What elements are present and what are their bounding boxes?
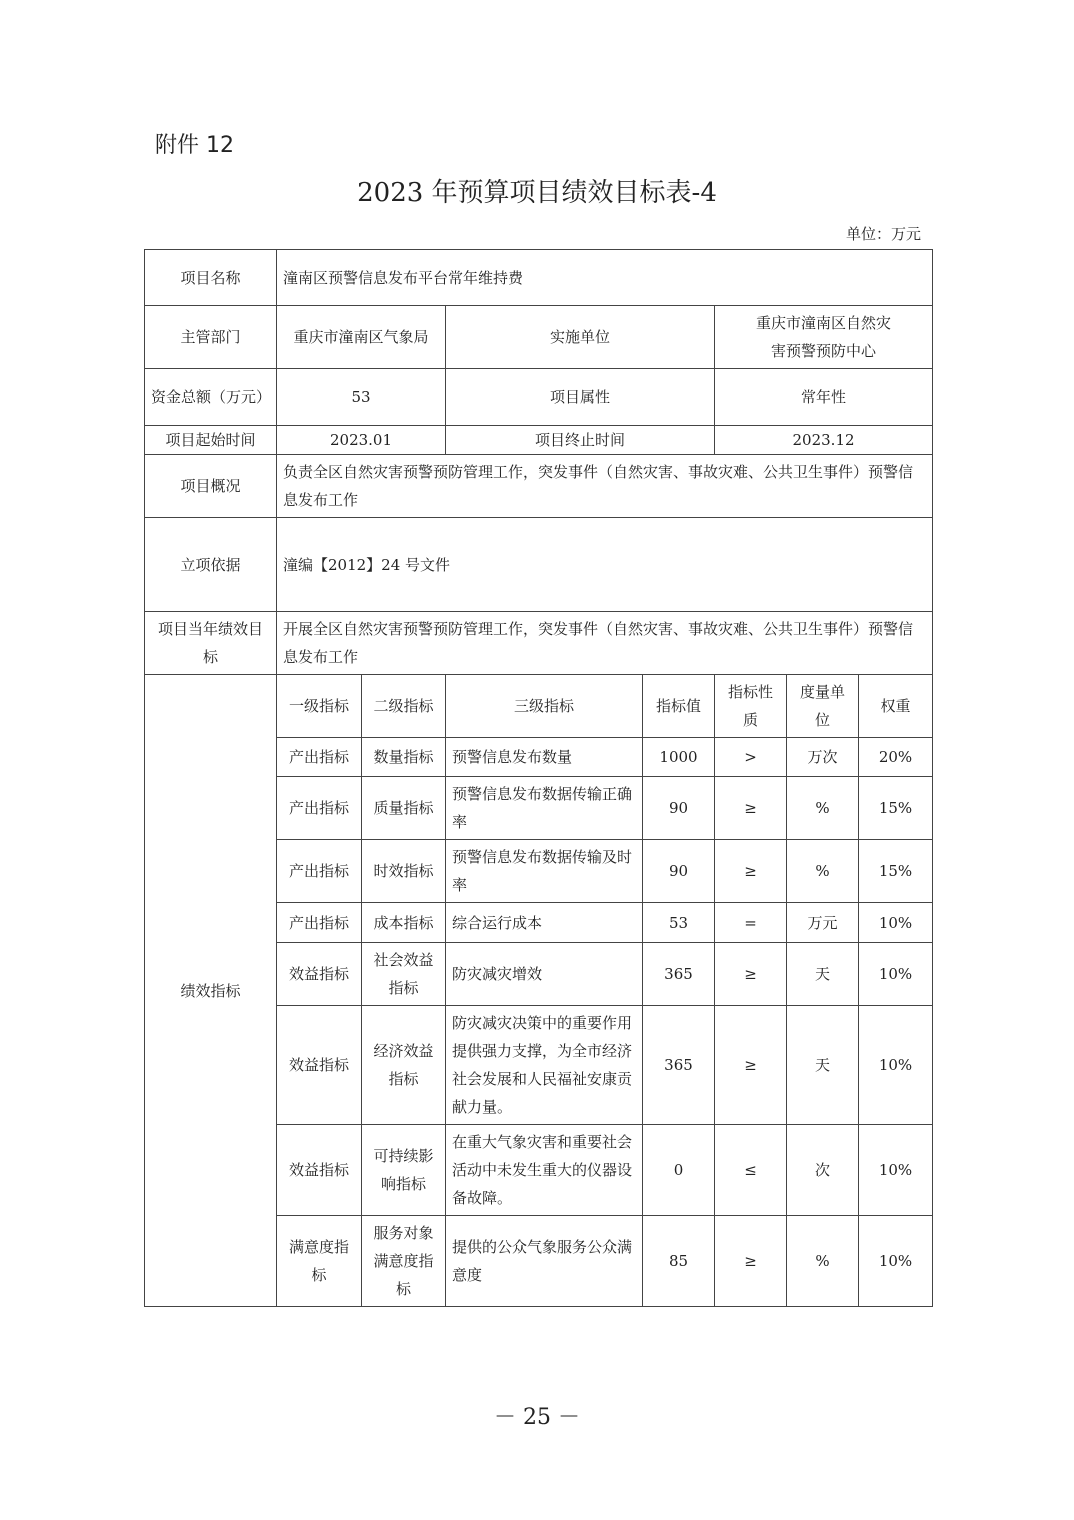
impl-label: 实施单位	[446, 306, 715, 369]
cell-l3: 综合运行成本	[446, 903, 643, 943]
funds-value: 53	[277, 369, 446, 426]
cell-weight: 10%	[859, 943, 933, 1006]
impl-value: 重庆市潼南区自然灾害预警预防中心	[715, 306, 933, 369]
funds-label: 资金总额（万元）	[145, 369, 277, 426]
cell-unit: %	[787, 777, 859, 840]
cell-l3: 预警信息发布数量	[446, 738, 643, 777]
cell-value: 365	[643, 1006, 715, 1125]
cell-value: 90	[643, 840, 715, 903]
cell-l3: 在重大气象灾害和重要社会活动中未发生重大的仪器设备故障。	[446, 1125, 643, 1216]
header-l1: 一级指标	[277, 675, 362, 738]
overview-label: 项目概况	[145, 455, 277, 518]
row-basis	[145, 518, 933, 612]
cell-l2: 质量指标	[362, 777, 446, 840]
end-label: 项目终止时间	[446, 426, 715, 455]
header-weight: 权重	[859, 675, 933, 738]
row-project-name	[145, 250, 933, 306]
cell-weight: 15%	[859, 777, 933, 840]
header-value: 指标值	[643, 675, 715, 738]
cell-weight: 10%	[859, 1216, 933, 1307]
header-l3: 三级指标	[446, 675, 643, 738]
cell-value: 53	[643, 903, 715, 943]
cell-nature: ≥	[715, 777, 787, 840]
cell-value: 365	[643, 943, 715, 1006]
row-overview	[145, 455, 933, 518]
dept-value: 重庆市潼南区气象局	[277, 306, 446, 369]
row-dates	[145, 426, 933, 455]
cell-unit: 万次	[787, 738, 859, 777]
header-unit: 度量单位	[787, 675, 859, 738]
cell-l1: 产出指标	[277, 777, 362, 840]
cell-unit: %	[787, 840, 859, 903]
cell-nature: ≥	[715, 840, 787, 903]
page-title: 2023 年预算项目绩效目标表-4	[357, 178, 717, 208]
goal-label: 项目当年绩效目标	[145, 612, 277, 675]
goal-value: 开展全区自然灾害预警预防管理工作，突发事件（自然灾害、事故灾难、公共卫生事件）预警信息发布工作	[277, 612, 933, 675]
cell-nature: ≥	[715, 1216, 787, 1307]
cell-weight: 20%	[859, 738, 933, 777]
cell-l1: 效益指标	[277, 1006, 362, 1125]
cell-unit: 天	[787, 1006, 859, 1125]
cell-weight: 10%	[859, 903, 933, 943]
cell-value: 90	[643, 777, 715, 840]
attr-label: 项目属性	[446, 369, 715, 426]
perf-header-row	[145, 675, 933, 738]
cell-unit: %	[787, 1216, 859, 1307]
cell-nature: =	[715, 903, 787, 943]
dept-label: 主管部门	[145, 306, 277, 369]
cell-l2: 数量指标	[362, 738, 446, 777]
cell-unit: 天	[787, 943, 859, 1006]
cell-value: 85	[643, 1216, 715, 1307]
cell-l2: 可持续影响指标	[362, 1125, 446, 1216]
project-name-label: 项目名称	[145, 250, 277, 306]
cell-l2: 服务对象满意度指标	[362, 1216, 446, 1307]
cell-value: 0	[643, 1125, 715, 1216]
cell-l1: 效益指标	[277, 943, 362, 1006]
attr-value: 常年性	[715, 369, 933, 426]
header-l2: 二级指标	[362, 675, 446, 738]
start-label: 项目起始时间	[145, 426, 277, 455]
row-goal	[145, 612, 933, 675]
basis-label: 立项依据	[145, 518, 277, 612]
cell-l2: 社会效益指标	[362, 943, 446, 1006]
cell-l2: 时效指标	[362, 840, 446, 903]
cell-l3: 提供的公众气象服务公众满意度	[446, 1216, 643, 1307]
end-value: 2023.12	[715, 426, 933, 455]
cell-unit: 次	[787, 1125, 859, 1216]
start-value: 2023.01	[277, 426, 446, 455]
performance-table	[144, 249, 933, 1307]
cell-l2: 经济效益指标	[362, 1006, 446, 1125]
row-dept	[145, 306, 933, 369]
overview-value: 负责全区自然灾害预警预防管理工作，突发事件（自然灾害、事故灾难、公共卫生事件）预警信息发布工作	[277, 455, 933, 518]
cell-nature: ≤	[715, 1125, 787, 1216]
cell-nature: ≥	[715, 943, 787, 1006]
cell-weight: 15%	[859, 840, 933, 903]
cell-l1: 产出指标	[277, 738, 362, 777]
unit-note: 单位：万元	[845, 225, 921, 243]
cell-l1: 效益指标	[277, 1125, 362, 1216]
cell-l2: 成本指标	[362, 903, 446, 943]
cell-l1: 产出指标	[277, 840, 362, 903]
perf-label: 绩效指标	[145, 675, 277, 1307]
page-number: － 25 －	[494, 1405, 580, 1430]
annex-label: 附件 12	[155, 133, 234, 158]
cell-l3: 防灾减灾增效	[446, 943, 643, 1006]
cell-l3: 预警信息发布数据传输正确率	[446, 777, 643, 840]
cell-weight: 10%	[859, 1006, 933, 1125]
row-funds	[145, 369, 933, 426]
header-nature: 指标性质	[715, 675, 787, 738]
cell-nature: ≥	[715, 1006, 787, 1125]
cell-l1: 满意度指标	[277, 1216, 362, 1307]
cell-l1: 产出指标	[277, 903, 362, 943]
cell-value: 1000	[643, 738, 715, 777]
project-name-value: 潼南区预警信息发布平台常年维持费	[277, 250, 933, 306]
cell-unit: 万元	[787, 903, 859, 943]
cell-nature: >	[715, 738, 787, 777]
cell-l3: 预警信息发布数据传输及时率	[446, 840, 643, 903]
cell-l3: 防灾减灾决策中的重要作用提供强力支撑，为全市经济社会发展和人民福祉安康贡献力量。	[446, 1006, 643, 1125]
basis-value: 潼编【2012】24 号文件	[277, 518, 933, 612]
cell-weight: 10%	[859, 1125, 933, 1216]
